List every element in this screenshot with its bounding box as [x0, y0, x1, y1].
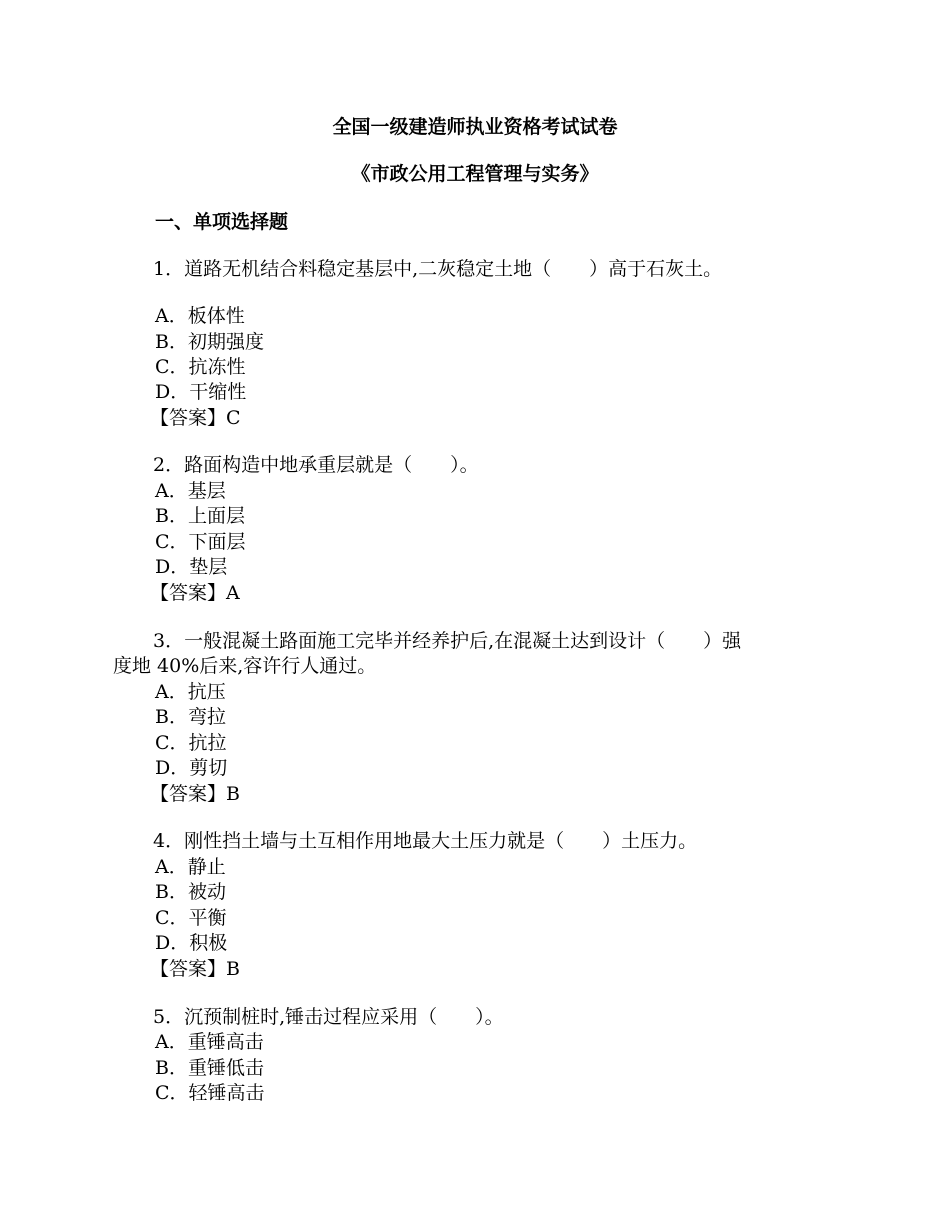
question-3-option-c: C．抗拉: [155, 732, 227, 754]
question-2-option-a: A．基层: [155, 480, 226, 502]
question-2-option-b: B．上面层: [155, 505, 245, 527]
question-4-option-d: D．积极: [155, 932, 228, 954]
question-2-answer: 【答案】A: [150, 582, 240, 604]
document-title: 全国一级建造师执业资格考试试卷: [332, 116, 618, 138]
question-1-stem: 1．道路无机结合料稳定基层中,二灰稳定土地（ ）高于石灰土。: [153, 258, 723, 280]
question-2-option-d: D．垫层: [155, 556, 228, 578]
question-4-option-a: A．静止: [155, 856, 226, 878]
question-1-option-c: C．抗冻性: [155, 356, 246, 378]
question-3-stem-continued: 度地 40%后来,容许行人通过。: [113, 655, 377, 677]
question-5-option-b: B．重锤低击: [155, 1057, 264, 1079]
question-2-option-c: C．下面层: [155, 531, 246, 553]
question-4-option-c: C．平衡: [155, 907, 227, 929]
question-3-answer: 【答案】B: [150, 783, 240, 805]
question-1-option-b: B．初期强度: [155, 331, 264, 353]
question-1-answer: 【答案】C: [150, 407, 241, 429]
question-4-stem: 4．刚性挡土墙与土互相作用地最大土压力就是（ ）土压力。: [153, 830, 698, 852]
question-3-option-d: D．剪切: [155, 757, 228, 779]
question-5-option-c: C．轻锤高击: [155, 1082, 265, 1104]
question-4-answer: 【答案】B: [150, 958, 240, 980]
question-3-option-b: B．弯拉: [155, 706, 226, 728]
question-1-option-d: D．干缩性: [155, 381, 247, 403]
question-3-option-a: A．抗压: [155, 681, 226, 703]
document-subtitle: 《市政公用工程管理与实务》: [351, 163, 599, 185]
question-5-stem: 5．沉预制桩时,锤击过程应采用（ ）。: [153, 1006, 504, 1028]
question-2-stem: 2．路面构造中地承重层就是（ ）。: [153, 454, 479, 476]
section-heading: 一、单项选择题: [155, 211, 289, 233]
question-5-option-a: A．重锤高击: [155, 1031, 264, 1053]
question-3-stem: 3．一般混凝土路面施工完毕并经养护后,在混凝土达到设计（ ）强: [153, 630, 742, 652]
question-1-option-a: A．板体性: [155, 305, 245, 327]
question-4-option-b: B．被动: [155, 881, 226, 903]
